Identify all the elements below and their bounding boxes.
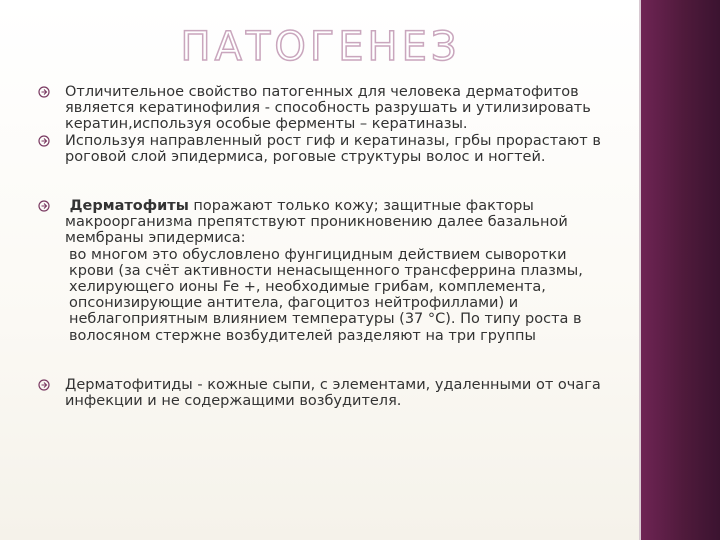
bullet-continuation: во многом это обусловлено фунгицидным действием сыворотки крови (за счёт активности ненасыщенного трансферрина плазмы, хелирующего ионы Fe +, необходимые грибам, комплемента, опсонизирующие антитела, фагоцитоз нейтрофиллами) и неблагоприятным влиянием температуры (37 °С). По типу роста в волосяном стержне возбудителей разделяют на три группы [69, 246, 583, 344]
bullet-text: Дерматофитиды - кожные сыпи, с элементами, удаленными от очага инфекции и не содержащими возбудителя. [65, 376, 601, 410]
bullet-item [38, 133, 608, 165]
bullet-item [38, 84, 608, 133]
bullet-text-main: поражают только кожу; защитные факторы макроорганизма препятствуют проникновению далее базальной мембраны эпидермиса: [65, 198, 568, 247]
bullet-item [38, 198, 608, 344]
slide-title: ПАТОГЕНЕЗ [180, 24, 461, 70]
bullet-icon [38, 135, 50, 147]
bullet-text: Отличительное свойство патогенных для человека дерматофитов является кератинофилия - способность разрушать и утилизировать кератин,используя особые ферменты – кератиназы. [65, 84, 591, 133]
bullet-text: Используя направленный рост гиф и кератиназы, грбы прорастают в роговой слой эпидермиса, роговые структуры волос и ногтей. [65, 132, 601, 165]
bullet-icon [38, 86, 50, 98]
slide-content [38, 84, 608, 409]
bullet-icon [38, 379, 50, 391]
bullet-item [38, 377, 608, 409]
bold-term: Дерматофиты [69, 198, 189, 215]
bullet-icon [38, 200, 50, 212]
bullet-text [65, 198, 608, 344]
decorative-sidebar [641, 0, 720, 540]
